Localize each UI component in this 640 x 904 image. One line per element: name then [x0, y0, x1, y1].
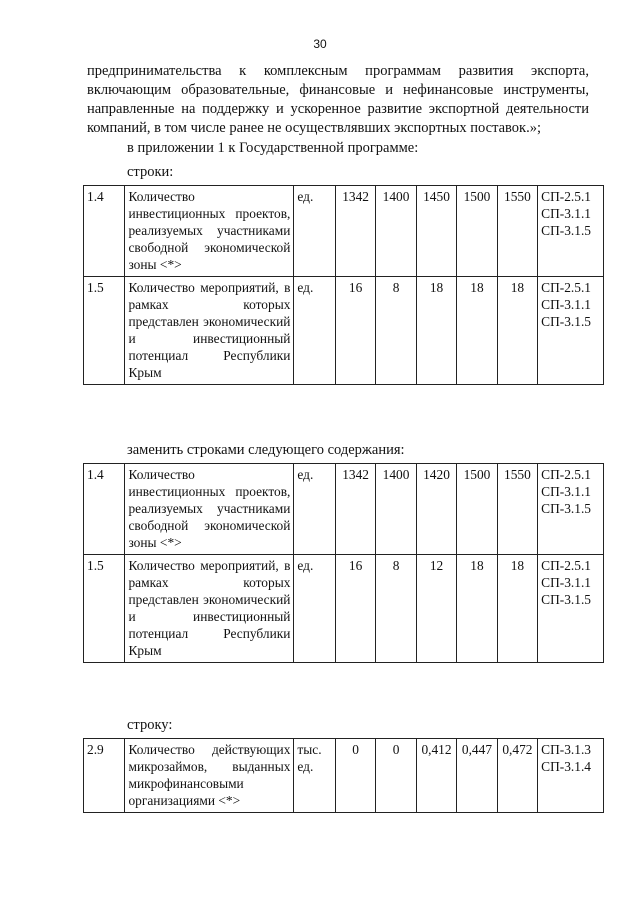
program-codes-cell — [538, 555, 604, 663]
value-cell: 18 — [497, 555, 537, 663]
program-code: СП-3.1.5 — [541, 314, 591, 329]
value-cell: 0 — [335, 739, 375, 813]
indicator-name-cell: Количество инвестиционных проектов, реализуемых участниками свободной экономической зоны <*> — [125, 464, 294, 555]
table-row — [84, 186, 604, 277]
value-cell: 0,447 — [457, 739, 497, 813]
table-row — [84, 555, 604, 663]
unit-cell: ед. — [294, 186, 335, 277]
table-row — [84, 739, 604, 813]
row-label: строку: — [127, 717, 173, 733]
row-number-cell: 1.4 — [84, 464, 125, 555]
value-cell: 1420 — [416, 464, 456, 555]
table-row — [84, 277, 604, 385]
program-code: СП-2.5.1 — [541, 280, 591, 295]
program-code: СП-3.1.5 — [541, 501, 591, 516]
row-number-cell: 2.9 — [84, 739, 125, 813]
value-cell: 0 — [376, 739, 416, 813]
table-row — [84, 464, 604, 555]
row-number-cell: 1.5 — [84, 277, 125, 385]
appendix-note: в приложении 1 к Государственной программе: — [127, 140, 419, 156]
unit-cell: ед. — [294, 464, 335, 555]
indicator-name-cell: Количество мероприятий, в рамках которых представлен экономический и инвестиционный потенциал Республики Крым — [125, 277, 294, 385]
indicator-name-cell: Количество мероприятий, в рамках которых представлен экономический и инвестиционный потенциал Республики Крым — [125, 555, 294, 663]
rows-label: строки: — [127, 164, 174, 180]
value-cell: 1500 — [457, 186, 497, 277]
intro-paragraph: предпринимательства к комплексным программам развития экспорта, включающим образовательные, финансовые и нефинансовые инструменты, направленные на поддержку и ускоренное развитие экспортной деятельности компаний, в том числе ранее не осуществлявших экспортных поставок.»; — [87, 63, 589, 136]
unit-cell: тыс. ед. — [294, 739, 335, 813]
program-code: СП-3.1.4 — [541, 759, 591, 774]
value-cell: 8 — [376, 555, 416, 663]
program-codes-cell — [538, 739, 604, 813]
value-cell: 1342 — [335, 464, 375, 555]
program-codes-cell — [538, 464, 604, 555]
value-cell: 1500 — [457, 464, 497, 555]
value-cell: 1550 — [497, 186, 537, 277]
program-codes-cell — [538, 186, 604, 277]
program-code: СП-3.1.1 — [541, 297, 591, 312]
value-cell: 0,472 — [497, 739, 537, 813]
old-rows-table — [83, 185, 604, 385]
value-cell: 1450 — [416, 186, 456, 277]
program-code: СП-3.1.1 — [541, 206, 591, 221]
value-cell: 8 — [376, 277, 416, 385]
unit-cell: ед. — [294, 277, 335, 385]
value-cell: 16 — [335, 555, 375, 663]
value-cell: 1400 — [376, 186, 416, 277]
page-number: 30 — [313, 37, 327, 51]
program-codes-cell — [538, 277, 604, 385]
value-cell: 1342 — [335, 186, 375, 277]
value-cell: 1550 — [497, 464, 537, 555]
indicator-name-cell: Количество действующих микрозаймов, выданных микрофинансовыми организациями <*> — [125, 739, 294, 813]
program-code: СП-3.1.3 — [541, 742, 591, 757]
program-code: СП-3.1.1 — [541, 484, 591, 499]
new-rows-table — [83, 463, 604, 663]
indicator-name-cell: Количество инвестиционных проектов, реализуемых участниками свободной экономической зоны <*> — [125, 186, 294, 277]
replace-label: заменить строками следующего содержания: — [127, 442, 405, 458]
unit-cell: ед. — [294, 555, 335, 663]
value-cell: 12 — [416, 555, 456, 663]
program-code: СП-2.5.1 — [541, 558, 591, 573]
program-code: СП-3.1.5 — [541, 592, 591, 607]
value-cell: 18 — [416, 277, 456, 385]
program-code: СП-2.5.1 — [541, 189, 591, 204]
row-number-cell: 1.5 — [84, 555, 125, 663]
program-code: СП-2.5.1 — [541, 467, 591, 482]
value-cell: 16 — [335, 277, 375, 385]
program-code: СП-3.1.1 — [541, 575, 591, 590]
single-row-table — [83, 738, 604, 813]
row-number-cell: 1.4 — [84, 186, 125, 277]
value-cell: 18 — [457, 277, 497, 385]
value-cell: 18 — [497, 277, 537, 385]
program-code: СП-3.1.5 — [541, 223, 591, 238]
value-cell: 18 — [457, 555, 497, 663]
value-cell: 1400 — [376, 464, 416, 555]
value-cell: 0,412 — [416, 739, 456, 813]
